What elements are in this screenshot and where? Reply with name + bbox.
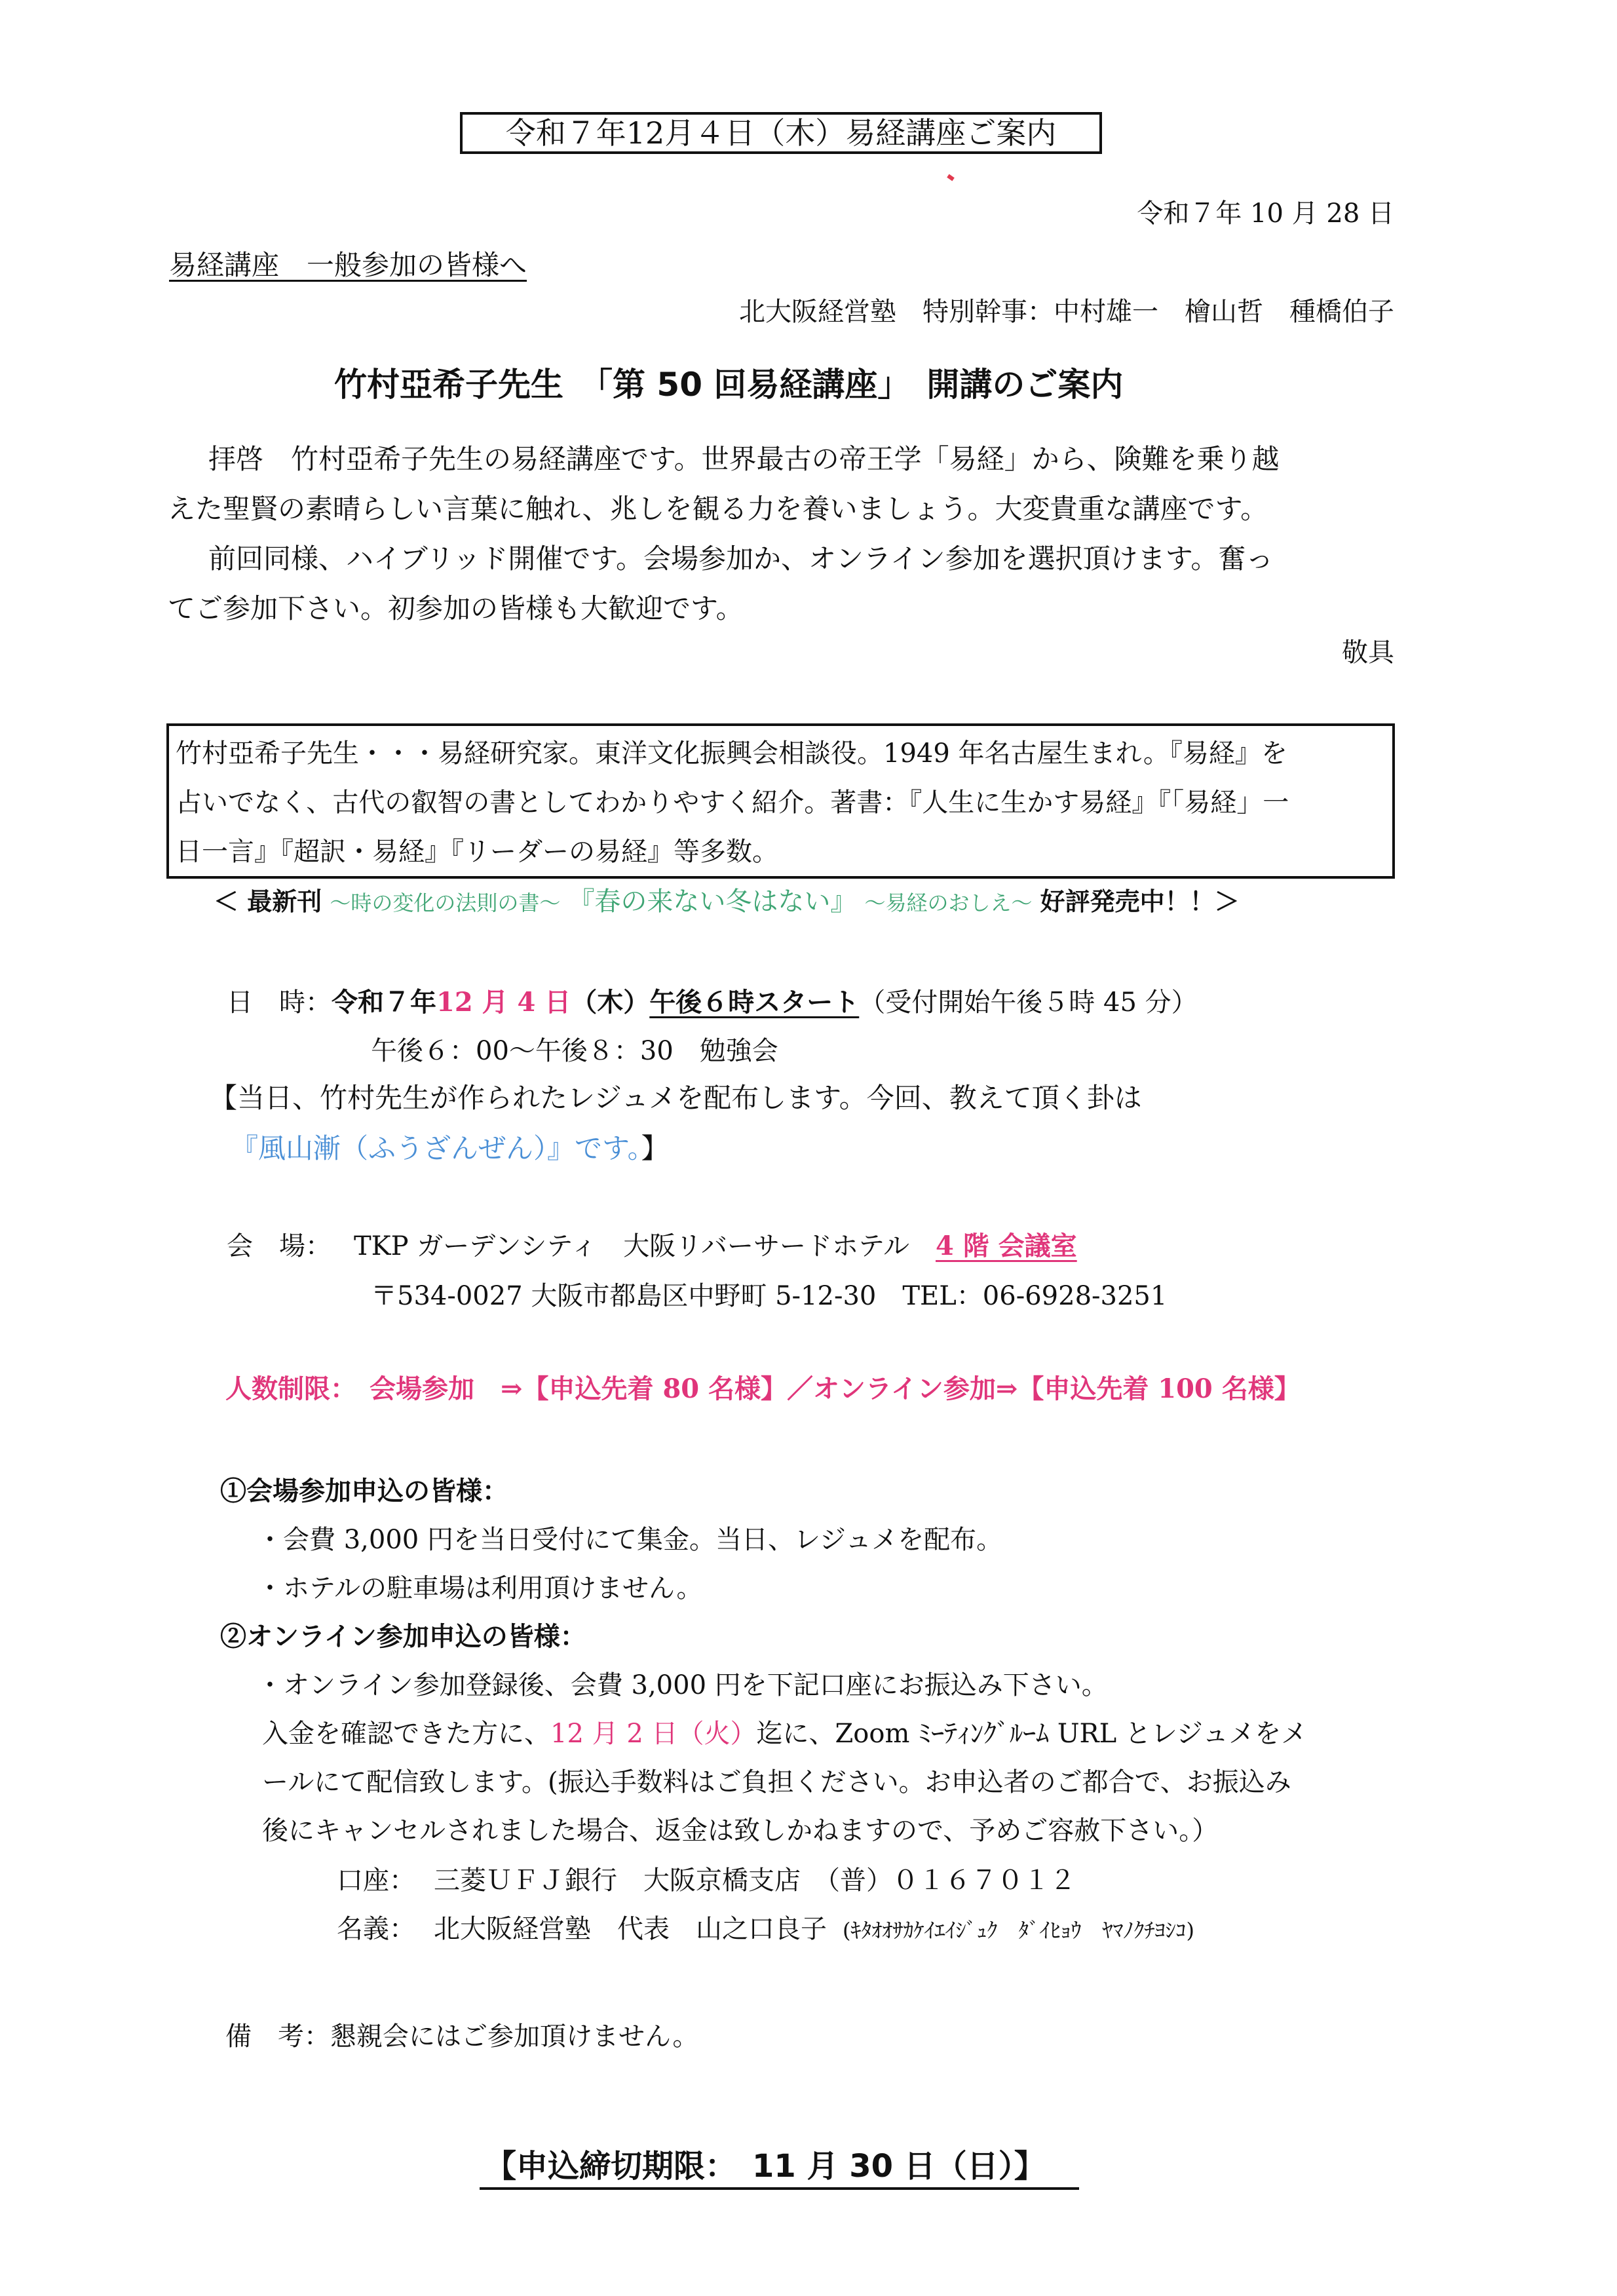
schedule-label: 日 時： (227, 987, 332, 1018)
venue-apply-heading: ①会場参加申込の皆様： (220, 1476, 508, 1506)
schedule-era: 令和７年 (332, 987, 436, 1018)
venue-label: 会 場： (227, 1231, 332, 1261)
account-label: 口座： (337, 1866, 415, 1896)
main-title: 竹村亞希子先生 「第 50 回易経講座」 開講のご案内 (334, 366, 1124, 404)
deadline: 【申込締切期限： 11 月 30 日（日）】 (485, 2148, 1046, 2185)
schedule-reception: （受付開始午後５時 45 分） (859, 987, 1198, 1018)
new-book-close: 好評発売中！！＞ (1040, 887, 1240, 916)
holder-label: 名義： (337, 1914, 415, 1944)
new-book-sub2: ～易経のおしえ～ (864, 890, 1033, 915)
schedule-weekday: （木） (571, 987, 650, 1018)
header-title-box (460, 112, 1102, 154)
profile-line-3: 日一言』『超訳・易経』『リーダーの易経』等多数。 (176, 837, 778, 867)
online-apply-line-4: 後にキャンセルされました場合、返金は致しかねますので、予めご容赦下さい。） (262, 1816, 1219, 1846)
online-apply-line-2: 入金を確認できた方に、12 月 2 日（火）迄に、Zoom ﾐｰﾃｨﾝｸﾞﾙｰﾑ URL とレジュメをメ (262, 1719, 1308, 1749)
venue-apply-item-2: ・ホテルの駐車場は利用頂けません。 (257, 1573, 703, 1603)
new-book-open: ＜ 最新刊 (214, 887, 322, 916)
venue-apply-item-1: ・会費 3,000 円を当日受付にて集金。当日、レジュメを配布。 (257, 1525, 1003, 1555)
intro-line-1: 拝啓 竹村亞希子先生の易経講座です。世界最古の帝王学「易経」から、険難を乗り越 (208, 443, 1280, 475)
profile-line-1: 竹村亞希子先生・・・易経研究家。東洋文化振興会相談役。1949 年名古屋生まれ。『易経』を (176, 738, 1287, 769)
closing: 敬具 (1342, 638, 1394, 668)
red-ink-mark (947, 174, 955, 182)
recipient: 易経講座 一般参加の皆様へ (169, 249, 527, 281)
intro-line-4: てご参加下さい。初参加の皆様も大歓迎です。 (168, 592, 744, 624)
new-book-sub1: ～時の変化の法則の書～ (330, 890, 561, 915)
intro-line-3: 前回同様、ハイブリッド開催です。会場参加か、オンライン参加を選択頂けます。奮っ (208, 543, 1274, 575)
holder-kana: (ｷﾀｵｵｻｶｹｲｴｲｼﾞｭｸ ﾀﾞｲﾋｮｳ ﾔﾏﾉｸﾁﾖｼｺ) (843, 1918, 1194, 1943)
online-apply-heading: ②オンライン参加申込の皆様： (220, 1621, 586, 1652)
new-book-line (214, 889, 1240, 915)
sender: 北大阪経営塾 特別幹事：中村雄一 檜山哲 種橋伯子 (739, 297, 1394, 327)
new-book-title: 『春の来ない冬はない』 (568, 887, 857, 917)
schedule-date: 12 月 4 日 (436, 987, 571, 1018)
capacity: 人数制限： 会場参加 ⇒【申込先着 80 名様】／オンライン参加⇒【申込先着 100 名様】 (225, 1373, 1301, 1404)
venue-name: TKP ガーデンシティ 大阪リバーサードホテル (354, 1231, 909, 1261)
online-apply-line-3: ールにて配信致します。(振込手数料はご負担ください。お申込者のご都合で、お振込み (262, 1767, 1291, 1797)
holder-line (337, 1916, 1194, 1942)
venue-line (227, 1233, 1077, 1259)
online-apply-item-1: ・オンライン参加登録後、会費 3,000 円を下記口座にお振込み下さい。 (257, 1670, 1108, 1700)
schedule-note-1: 【当日、竹村先生が作られたレジュメを配布します。今回、教えて頂く卦は (210, 1082, 1142, 1114)
hexagram: 『風山漸（ふうざんぜん）』です。 (231, 1132, 641, 1164)
header-title: 令和７年12月４日（木）易経講座ご案内 (505, 115, 1057, 151)
holder-value: 北大阪経営塾 代表 山之口良子 (434, 1914, 827, 1944)
profile-line-2: 占いでなく、古代の叡智の書としてわかりやすく紹介。著書：『人生に生かす易経』『「易経」一 (176, 788, 1289, 818)
venue-address: 〒534-0027 大阪市都島区中野町 5-12-30 TEL：06-6928-3251 (371, 1281, 1168, 1311)
issue-date: 令和７年 10 月 28 日 (1137, 199, 1394, 229)
schedule-line (227, 989, 1198, 1016)
account-value: 三菱ＵＦＪ銀行 大阪京橋支店 （普）０１６７０１２ (434, 1866, 1076, 1896)
delivery-date: 12 月 2 日（火） (550, 1719, 757, 1749)
venue-room: 4 階 会議室 (936, 1231, 1077, 1261)
account-line (337, 1867, 1076, 1894)
schedule-note-2: 『風山漸（ふうざんぜん）』です。】 (231, 1132, 669, 1164)
deadline-underline (480, 2187, 1079, 2190)
intro-line-2: えた聖賢の素晴らしい言葉に触れ、兆しを観る力を養いましょう。大変貴重な講座です。 (168, 493, 1268, 525)
schedule-time: 午後６：00～午後８：30 勉強会 (371, 1036, 778, 1066)
remarks: 備 考：懇親会にはご参加頂けません。 (225, 2021, 699, 2052)
schedule-start: 午後６時スタート (649, 987, 860, 1018)
